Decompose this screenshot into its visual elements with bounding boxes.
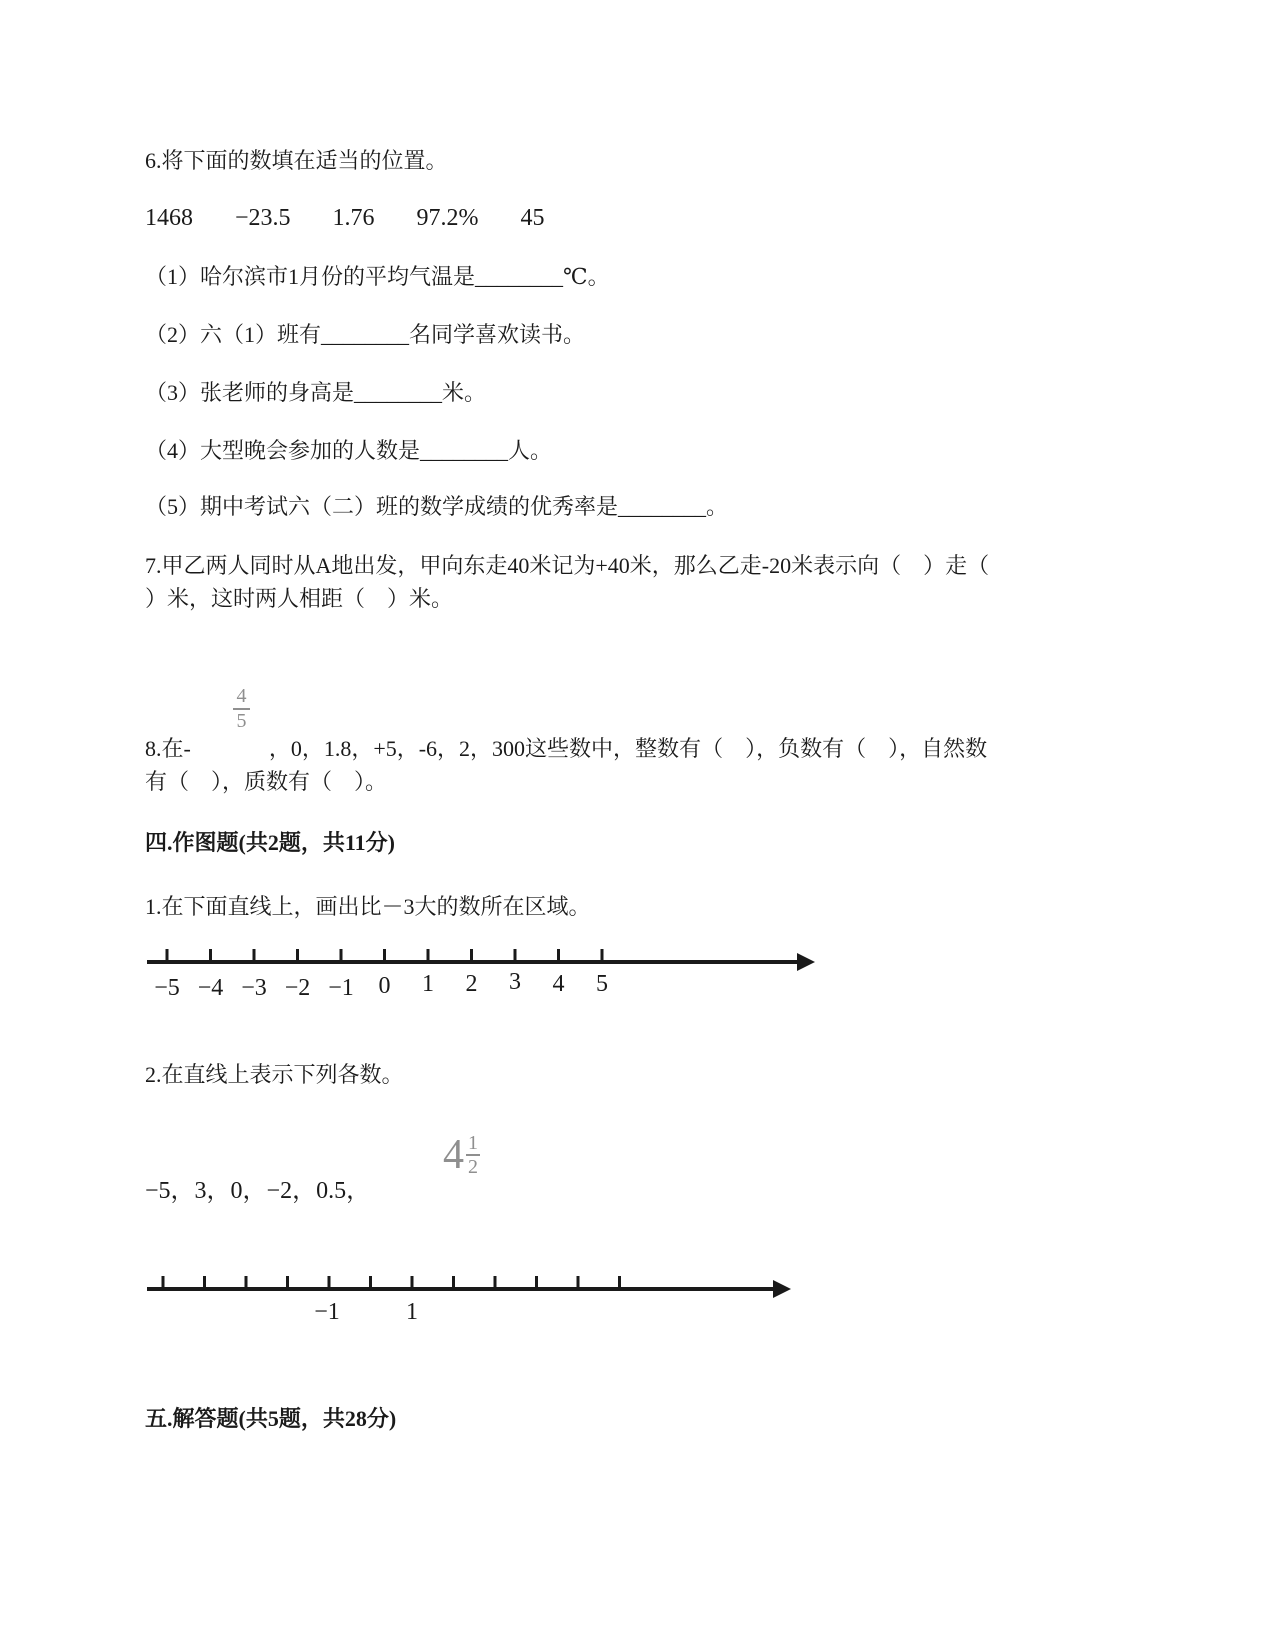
nl1-label: 3 (509, 969, 521, 995)
nl1-label: 0 (378, 973, 391, 999)
numberline-2 (145, 1268, 805, 1302)
q8-fraction (233, 686, 250, 732)
q6-title: 6.将下面的数填在适当的位置。 (145, 148, 448, 173)
number-bank-item: 1468 (145, 205, 193, 231)
arrowhead-icon (797, 953, 815, 971)
number-bank-item: 1.76 (332, 205, 375, 231)
q8-prefix: 8.在- (145, 736, 191, 761)
q6-item-1: （1）哈尔滨市1月份的平均气温是________℃。 (145, 264, 610, 289)
q7-line2: ）米，这时两人相距（ ）米。 (145, 586, 454, 611)
q6-item-2: （2）六（1）班有________名同学喜欢读书。 (145, 322, 586, 347)
number-bank-item: 45 (520, 205, 545, 231)
q6-item-3: （3）张老师的身高是________米。 (145, 380, 487, 405)
nl1-label: 1 (422, 971, 434, 997)
q6-item-5: （5）期中考试六（二）班的数学成绩的优秀率是________。 (145, 494, 729, 519)
nl1-label: −1 (328, 975, 354, 1001)
fraction-numerator: 4 (236, 685, 247, 707)
q8-line1 (145, 734, 987, 764)
nl2-label: 1 (406, 1299, 418, 1325)
fraction-numerator: 1 (468, 1132, 478, 1154)
mixed-number (443, 1133, 480, 1177)
mixed-whole: 4 (443, 1132, 464, 1178)
q6-number-bank (145, 203, 545, 233)
nl2-label: −1 (314, 1299, 340, 1325)
fraction-denominator: 5 (236, 710, 247, 732)
nl1-label: 5 (596, 971, 608, 997)
q8-line2: 有（ ），质数有（ ）。 (145, 769, 388, 794)
nl1-label: −2 (284, 975, 311, 1001)
number-bank-item: 97.2% (416, 205, 479, 231)
nl1-label: −3 (241, 975, 267, 1001)
section4-header: 四.作图题(共2题，共11分) (145, 830, 395, 855)
nl1-label: −5 (154, 975, 180, 1001)
section5-header: 五.解答题(共5题，共28分) (145, 1406, 397, 1431)
q8-rest: ，0，1.8，+5，-6，2，300这些数中，整数有（ ），负数有（ ），自然数 (268, 736, 988, 761)
number-bank-item: −23.5 (235, 205, 291, 231)
nl1-label: 4 (552, 971, 565, 997)
q6-item-4: （4）大型晚会参加的人数是________人。 (145, 438, 553, 463)
mixed-fraction (466, 1133, 480, 1177)
arrowhead-icon (773, 1280, 791, 1298)
nl1-label: 2 (465, 971, 478, 997)
section4-q2-numbers: −5，3，0，−2，0.5， (145, 1178, 371, 1204)
nl1-label: −4 (197, 975, 224, 1001)
numberline-1 (145, 942, 835, 974)
section4-q2-title: 2.在直线上表示下列各数。 (145, 1062, 404, 1087)
q7-line1: 7.甲乙两人同时从A地出发，甲向东走40米记为+40米，那么乙走-20米表示向（ ）走（ (145, 553, 990, 578)
fraction-denominator: 2 (468, 1156, 478, 1178)
section4-q1-title: 1.在下面直线上，画出比－3大的数所在区域。 (145, 894, 591, 919)
